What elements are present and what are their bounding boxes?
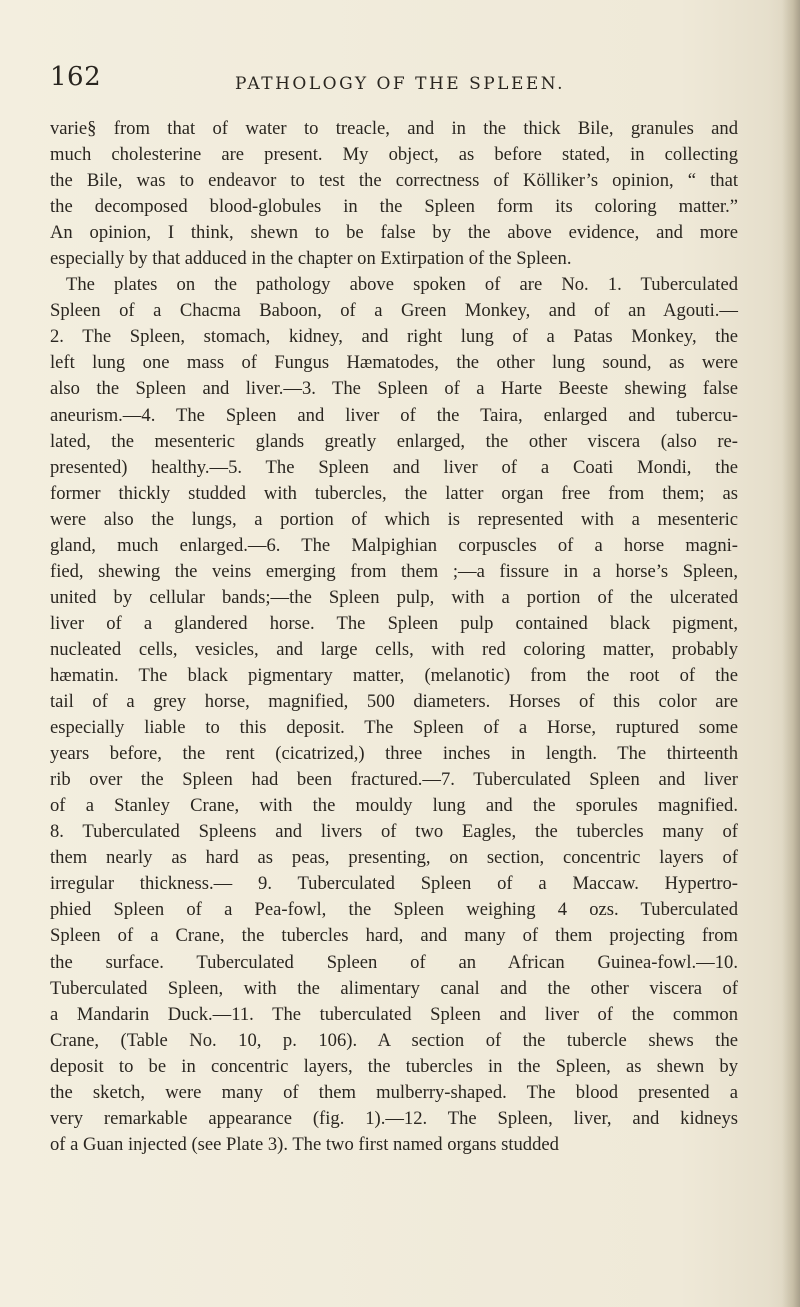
text-line: 8. Tuberculated Spleens and livers of two Eagles, the tubercles many of xyxy=(50,821,738,843)
page-number: 162 xyxy=(50,62,102,92)
body-text xyxy=(50,116,738,1158)
text-line: also the Spleen and liver.—3. The Spleen of a Harte Beeste shewing false xyxy=(50,378,738,400)
text-line: of a Stanley Crane, with the mouldy lung and the sporules magnified. xyxy=(50,795,738,817)
text-line: phied Spleen of a Pea-fowl, the Spleen weighing 4 ozs. Tuberculated xyxy=(50,899,738,921)
text-line: hæmatin. The black pigmentary matter, (melanotic) from the root of the xyxy=(50,664,738,686)
text-line: Spleen of a Crane, the tubercles hard, and many of them projecting from xyxy=(50,925,738,947)
text-line: the surface. Tuberculated Spleen of an African Guinea-fowl.—10. xyxy=(50,951,738,973)
text-line: lated, the mesenteric glands greatly enlarged, the other viscera (also re- xyxy=(50,430,738,452)
page-header xyxy=(50,62,750,102)
text-line: The plates on the pathology above spoken of are No. 1. Tuberculated xyxy=(66,274,738,296)
text-line: An opinion, I think, shewn to be false by the above evidence, and more xyxy=(50,222,738,244)
text-line: united by cellular bands;—the Spleen pulp, with a portion of the ulcerated xyxy=(50,586,738,608)
text-line: liver of a glandered horse. The Spleen pulp contained black pigment, xyxy=(50,612,738,634)
text-line: varie§ from that of water to treacle, and in the thick Bile, granules and xyxy=(50,118,738,139)
text-line: the Bile, was to endeavor to test the correctness of Kölliker’s opinion, “ that xyxy=(50,170,738,192)
text-line: tail of a grey horse, magnified, 500 diameters. Horses of this color are xyxy=(50,691,738,713)
text-line: Tuberculated Spleen, with the alimentary canal and the other viscera of xyxy=(50,977,738,999)
text-line: deposit to be in concentric layers, the tubercles in the Spleen, as shewn by xyxy=(50,1055,738,1077)
text-line: left lung one mass of Fungus Hæmatodes, the other lung sound, as were xyxy=(50,352,738,374)
text-line: nucleated cells, vesicles, and large cells, with red coloring matter, probably xyxy=(50,638,738,660)
text-line: 2. The Spleen, stomach, kidney, and right lung of a Patas Monkey, the xyxy=(50,326,738,348)
text-line: rib over the Spleen had been fractured.—7. Tuberculated Spleen and liver xyxy=(50,769,738,791)
text-line: of a Guan injected (see Plate 3). The two first named organs studded xyxy=(50,1133,559,1155)
running-head: PATHOLOGY OF THE SPLEEN. xyxy=(235,74,565,94)
text-line: former thickly studded with tubercles, the latter organ free from them; as xyxy=(50,482,738,504)
text-line: aneurism.—4. The Spleen and liver of the Taira, enlarged and tubercu- xyxy=(50,404,738,426)
page-edge-shadow xyxy=(782,0,800,1307)
text-line: irregular thickness.— 9. Tuberculated Spleen of a Maccaw. Hypertro- xyxy=(50,873,738,895)
text-line: the sketch, were many of them mulberry-shaped. The blood presented a xyxy=(50,1081,738,1103)
text-line: fied, shewing the veins emerging from them ;—a fissure in a horse’s Spleen, xyxy=(50,560,738,582)
text-line: were also the lungs, a portion of which is represented with a mesenteric xyxy=(50,508,738,530)
text-line: much cholesterine are present. My object, as before stated, in collecting xyxy=(50,144,738,166)
text-line: presented) healthy.—5. The Spleen and liver of a Coati Mondi, the xyxy=(50,456,738,478)
text-line: especially by that adduced in the chapter on Extirpation of the Spleen. xyxy=(50,248,572,270)
text-line: the decomposed blood-globules in the Spleen form its coloring matter.” xyxy=(50,196,738,218)
text-line: them nearly as hard as peas, presenting, on section, concentric layers of xyxy=(50,847,738,869)
text-line: especially liable to this deposit. The Spleen of a Horse, ruptured some xyxy=(50,717,738,739)
text-line: very remarkable appearance (fig. 1).—12. The Spleen, liver, and kidneys xyxy=(50,1107,738,1129)
text-line: Spleen of a Chacma Baboon, of a Green Monkey, and of an Agouti.— xyxy=(50,300,738,322)
text-line: years before, the rent (cicatrized,) three inches in length. The thirteenth xyxy=(50,743,738,765)
text-line: Crane, (Table No. 10, p. 106). A section of the tubercle shews the xyxy=(50,1029,738,1051)
text-line: gland, much enlarged.—6. The Malpighian corpuscles of a horse magni- xyxy=(50,534,738,556)
text-line: a Mandarin Duck.—11. The tuberculated Spleen and liver of the common xyxy=(50,1003,738,1025)
